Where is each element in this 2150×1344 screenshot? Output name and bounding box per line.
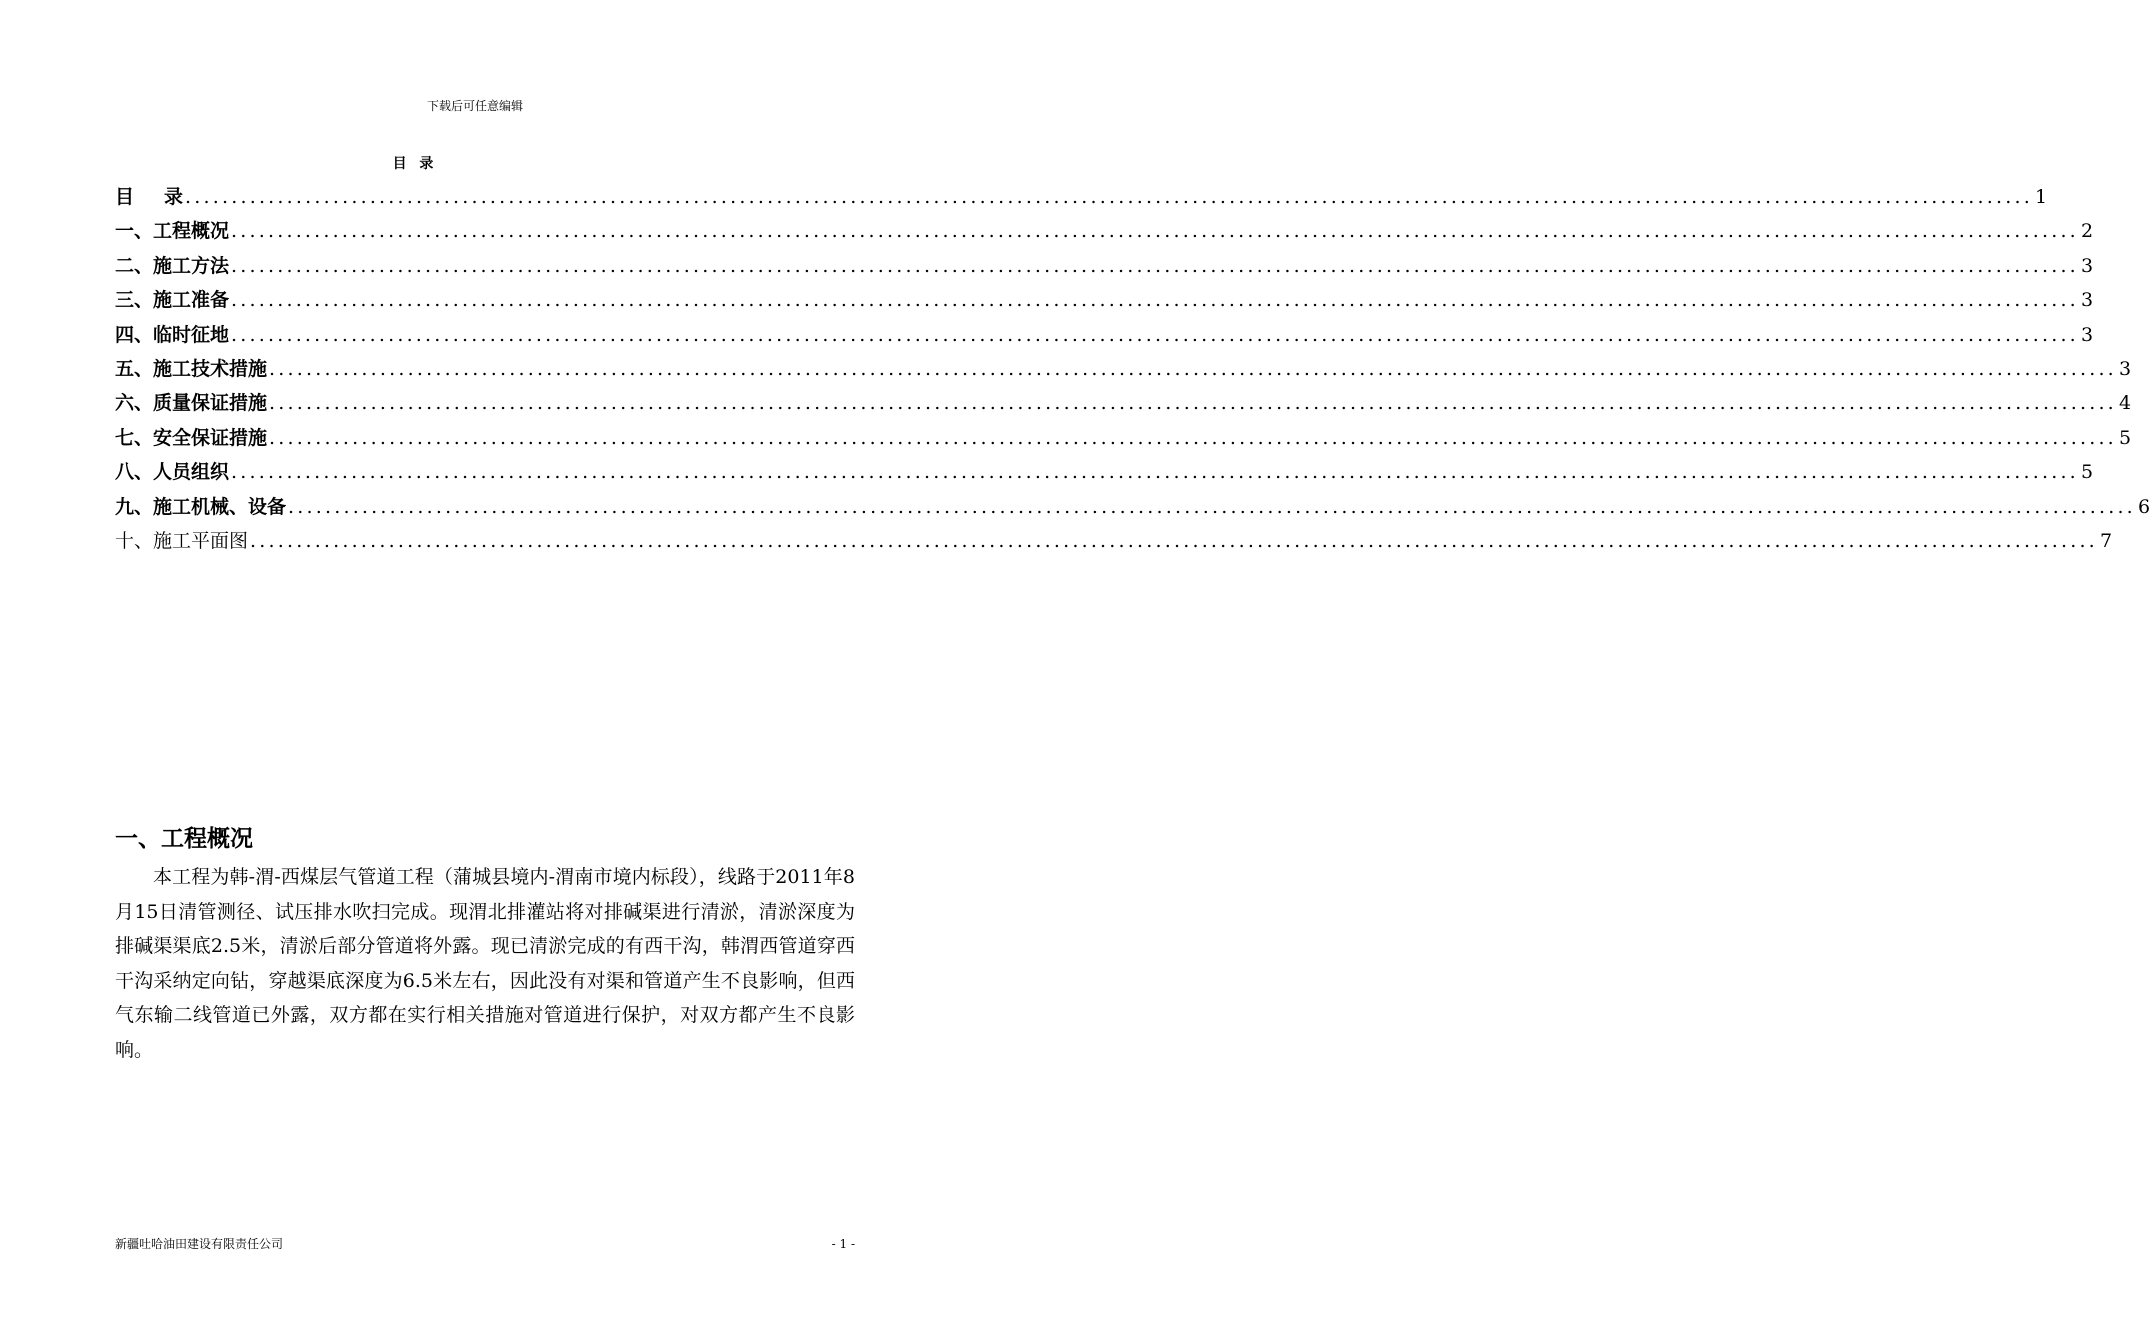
toc-entry[interactable]: [115, 180, 2048, 214]
toc-entry[interactable]: [115, 490, 2150, 524]
page-footer: [115, 1236, 855, 1252]
toc-entry-page: 6: [2137, 495, 2150, 518]
toc-entry-page: 7: [2099, 529, 2113, 552]
toc-entry-label: 一、工程概况: [115, 220, 230, 243]
toc-entry-label: 七、安全保证措施: [115, 426, 268, 449]
toc-entry-page: 3: [2118, 357, 2132, 380]
toc-dot-leader: ........................................................................................................................................................................................................: [231, 461, 2079, 484]
toc-entry[interactable]: [115, 318, 2094, 352]
toc-entry-page: 3: [2080, 254, 2094, 277]
toc-entry[interactable]: [115, 214, 2094, 248]
toc-dot-leader: ........................................................................................................................................................................................................: [231, 289, 2079, 312]
toc-entry[interactable]: [115, 455, 2094, 489]
footer-page-number: - 1 -: [831, 1237, 855, 1251]
toc-entry-page: 3: [2080, 289, 2094, 312]
toc-entry-label: 六、质量保证措施: [115, 392, 268, 415]
toc-entry[interactable]: [115, 249, 2094, 283]
toc-entry-page: 2: [2080, 220, 2094, 243]
toc-entry-label: 三、施工准备: [115, 289, 230, 312]
toc-dot-leader: ........................................................................................................................................................................................................: [269, 357, 2117, 380]
toc-entry-page: 5: [2118, 426, 2132, 449]
toc-dot-leader: ........................................................................................................................................................................................................: [269, 392, 2117, 415]
toc-entry-page: 3: [2080, 323, 2094, 346]
toc-dot-leader: ........................................................................................................................................................................................................: [288, 495, 2136, 518]
toc-entry[interactable]: [115, 283, 2094, 317]
toc-dot-leader: ........................................................................................................................................................................................................: [231, 323, 2079, 346]
page-header: 下载后可任意编辑: [426, 99, 523, 113]
toc-dot-leader: ........................................................................................................................................................................................................: [269, 426, 2117, 449]
toc-entry[interactable]: [115, 352, 2132, 386]
table-of-contents: [115, 180, 2150, 558]
footer-company: 新疆吐哈油田建设有限责任公司: [115, 1237, 284, 1251]
toc-entry-page: 4: [2118, 392, 2132, 415]
toc-entry-label: 八、人员组织: [115, 461, 230, 484]
section-heading: 一、工程概况: [115, 826, 253, 852]
toc-entry-page: 5: [2080, 461, 2094, 484]
toc-entry-label: 二、施工方法: [115, 254, 230, 277]
section-body: 本工程为韩-渭-西煤层气管道工程（蒲城县境内-渭南市境内标段），线路于2011年8月15日清管测径、试压排水吹扫完成。现渭北排灌站将对排碱渠进行清淤，清淤深度为排碱渠渠底2.5米，清淤后部分管道将外露。现已清淤完成的有西干沟，韩渭西管道穿西干沟采纳定向钻，穿越渠底深度为6.5米左右，因此没有对渠和管道产生不良影响，但西气东输二线管道已外露，双方都在实行相关措施对管道进行保护，对双方都产生不良影响。: [115, 866, 855, 1061]
toc-dot-leader: ........................................................................................................................................................................................................: [185, 186, 2033, 208]
toc-entry-label: 九、施工机械、设备: [115, 495, 287, 518]
toc-title: 目 录: [392, 156, 438, 172]
toc-entry-page: 1: [2034, 186, 2048, 208]
toc-entry-label: 十、施工平面图: [115, 529, 249, 552]
toc-entry[interactable]: [115, 524, 2113, 558]
toc-entry-label: 五、施工技术措施: [115, 357, 268, 380]
toc-entry-label: 四、临时征地: [115, 323, 230, 346]
toc-dot-leader: ........................................................................................................................................................................................................: [250, 529, 2098, 552]
toc-dot-leader: ........................................................................................................................................................................................................: [231, 254, 2079, 277]
toc-entry[interactable]: [115, 421, 2132, 455]
toc-entry-label: 目录: [115, 186, 184, 208]
toc-dot-leader: ........................................................................................................................................................................................................: [231, 220, 2079, 243]
toc-entry[interactable]: [115, 386, 2132, 420]
